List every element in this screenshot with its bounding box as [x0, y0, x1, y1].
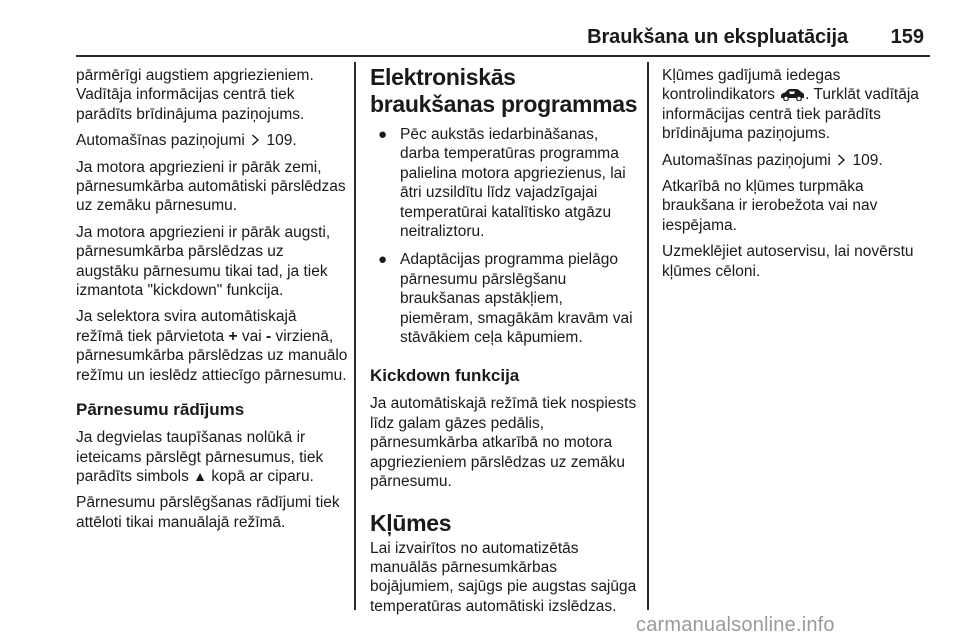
- plus-symbol: +: [228, 327, 238, 345]
- car-wrench-icon: [779, 87, 805, 101]
- paragraph: [76, 307, 348, 385]
- list-item: [370, 250, 638, 347]
- column-divider-right: [647, 62, 649, 610]
- header-rule: [76, 55, 930, 57]
- column-1: [76, 66, 348, 539]
- text: Automašīnas paziņojumi: [662, 151, 831, 169]
- section-title: Kļūmes: [370, 509, 452, 536]
- text: virzienā, pārnesumkārba pārslēdzas uz manuālo režīmu un ieslēdz attiecīgo pārnesumu.: [76, 327, 348, 384]
- section-title: Elektroniskās braukšanas programmas: [370, 64, 638, 117]
- running-title: Braukšana un ekspluatācija: [587, 26, 848, 48]
- paragraph: pārmērīgi augstiem apgriezieniem. Vadītāja informācijas centrā tiek parādīts brīdinājuma paziņojums.: [76, 67, 314, 123]
- page-header: [0, 0, 960, 58]
- section-heading: Pārnesumu rādījums: [76, 400, 245, 420]
- paragraph: Ja motora apgriezieni ir pārāk zemi, pārnesumkārba automātiski pārslēdzas uz zemāku pārnesumu.: [76, 158, 346, 215]
- list-item-text: Pēc aukstās iedarbināšanas, darba temperatūras programma palielina motora apgriezienus, lai ātri uzsildītu līdz vajadzīgajai temperatūrai katalītisko atgāzu neitraliztoru.: [400, 126, 626, 241]
- paragraph: Ja motora apgriezieni ir pārāk augsti, pārnesumkārba pārslēdzas uz augstāku pārnesumu tikai tad, ja tiek izmantota "kickdown" funkcija.: [76, 223, 331, 300]
- arrow-ref-icon: [251, 134, 260, 146]
- bullet-icon: ●: [378, 126, 388, 143]
- paragraph: Uzmeklējiet autoservisu, lai novērstu kļūmes cēloni.: [662, 243, 914, 280]
- subsection-heading: Kickdown funkcija: [370, 366, 520, 386]
- column-2: [370, 64, 638, 623]
- up-triangle-icon: ▲: [193, 467, 208, 484]
- paragraph: [662, 66, 934, 144]
- text: Kļūmes gadījumā iedegas kontrolindikators: [662, 67, 841, 104]
- text: Ja selektora svira automātiskajā režīmā tiek pārvietota: [76, 308, 297, 345]
- page-reference[interactable]: 109.: [852, 151, 883, 169]
- list-item: [370, 125, 638, 241]
- column-divider-left: [354, 62, 356, 610]
- text: vai: [237, 327, 266, 345]
- paragraph: Pārnesumu pārslēgšanas rādījumi tiek attēloti tikai manuālajā režīmā.: [76, 494, 340, 531]
- text: . Turklāt vadītāja informācijas centrā tiek parādīts brīdinājuma paziņojums.: [662, 86, 919, 143]
- paragraph: Atkarībā no kļūmes turpmāka braukšana ir ierobežota vai nav iespējama.: [662, 178, 878, 234]
- arrow-ref-icon: [837, 154, 846, 166]
- paragraph: [76, 131, 348, 150]
- page-reference[interactable]: 109.: [266, 132, 297, 150]
- text: Automašīnas paziņojumi: [76, 132, 245, 150]
- watermark: carmanualsonline.info: [636, 614, 835, 636]
- minus-symbol: -: [265, 327, 272, 345]
- paragraph: Ja automātiskajā režīmā tiek nospiests līdz galam gāzes pedālis, pārnesumkārba atkarībā no motora apgriezieniem pārslēdzas uz zemāku pārnesumu.: [370, 395, 637, 491]
- paragraph: [662, 151, 934, 170]
- bullet-icon: ●: [378, 251, 388, 269]
- list-item-text: Adaptācijas programma pielāgo pārnesumu pārslēgšanu braukšanas apstākļiem, piemēram, smagākām kravām vai stāvākiem ceļa kāpumiem.: [400, 251, 633, 347]
- bullet-list: [370, 125, 638, 347]
- paragraph: Lai izvairītos no automatizētās manuālās pārnesumkārbas bojājumiem, sajūgs pie augstas sajūga temperatūras automātiski izslēdzas.: [370, 539, 637, 615]
- page-number: 159: [890, 26, 924, 48]
- column-3: [662, 66, 934, 288]
- text: Ja degvielas taupīšanas nolūkā ir ieteicams pārslēgt pārnesumus, tiek parādīts simbols: [76, 429, 324, 485]
- paragraph: [76, 428, 348, 486]
- text: kopā ar ciparu.: [207, 467, 314, 485]
